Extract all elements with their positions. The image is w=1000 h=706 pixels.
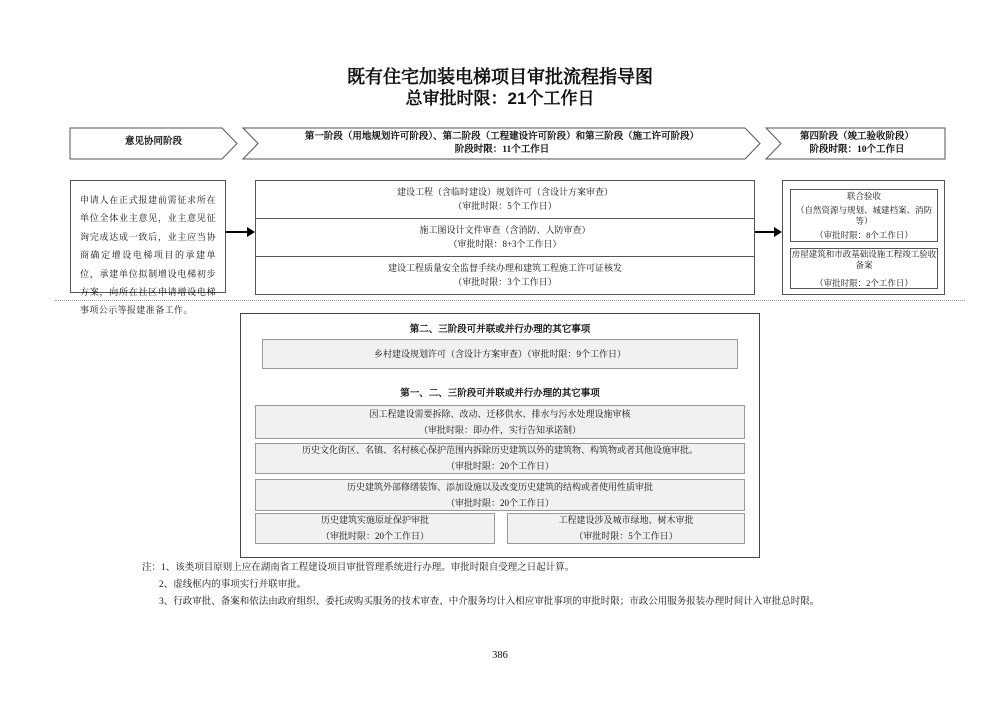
completion-filing-box — [790, 248, 938, 289]
item-title: 工程建设涉及城市绿地、树木审批 — [558, 515, 694, 525]
step-limit: （审批时限：5个工作日） — [453, 201, 557, 211]
title-line2: 总审批时限：21个工作日 — [405, 89, 595, 108]
stage-label: 第一阶段（用地规划许可阶段）、第二阶段（工程建设许可阶段）和第三阶段（施工许可阶段） — [304, 132, 700, 142]
title-line1: 既有住宅加装电梯项目审批流程指导图 — [347, 67, 653, 87]
stage-sublabel: 阶段时限：10个工作日 — [809, 145, 905, 155]
stage-label: 意见协同阶段 — [124, 137, 182, 147]
item-limit: （审批时限：20个工作日） — [445, 497, 554, 508]
item-limit: （审批时限：即办件，实行告知承诺制） — [418, 424, 581, 435]
page-number: 386 — [492, 650, 508, 661]
note-text: 1、该类项目原则上应在湖南省工程建设项目审批管理系统进行办理。审批时限自受理之日起计算。 — [161, 563, 575, 573]
acceptance-stage-box — [782, 180, 945, 295]
historic-building-renovation-box — [255, 479, 745, 511]
historic-district-demolition-box — [255, 443, 745, 474]
acceptance-limit: （审批时限：2个工作日） — [815, 277, 913, 288]
step-title: 建设工程质量安全监督手续办理和建筑工程施工许可证核发 — [387, 263, 622, 273]
item-limit: （审批时限：5个工作日） — [574, 531, 678, 541]
note-text: 3、行政审批、备案和依法由政府组织、委托或购买服务的技术审查、中介服务均计入相应审批事项的审批时限；市政公用服务报装办理时间计入审批总时限。 — [159, 597, 820, 607]
note-line-1 — [142, 562, 574, 575]
step-planning-permit — [256, 181, 754, 218]
item-text: 乡村建设规划许可（含设计方案审查）（审批时限：9个工作日） — [373, 348, 626, 359]
step-limit: （审批时限：3个工作日） — [453, 277, 557, 287]
item-title: 因工程建设需要拆除、改动、迁移供水、排水与污水处理设施审核 — [369, 408, 631, 419]
historic-building-onsite-protection-box — [255, 513, 495, 544]
item-limit: （审批时限：20个工作日） — [445, 461, 554, 471]
note-line-3 — [159, 596, 819, 609]
flow-arrow-icon — [226, 231, 247, 233]
step-construction-permit — [256, 256, 754, 294]
dotted-separator — [55, 300, 965, 301]
green-space-tree-approval-box — [507, 513, 745, 544]
main-steps-box — [255, 180, 755, 295]
stage-band-opinion — [70, 136, 237, 149]
step-title: 建设工程（含临时建设）规划许可（含设计方案审查） — [396, 187, 613, 197]
item-title: 历史文化街区、名镇、名村核心保护范围内拆除历史建筑以外的建筑物、构筑物或者其他设施审批。 — [301, 445, 698, 455]
note-prefix: 注： — [142, 563, 162, 573]
parallel-items-box — [240, 313, 760, 558]
note-text: 2、虚线框内的事项实行并联审批。 — [159, 580, 307, 590]
flow-arrow-icon — [755, 231, 774, 233]
rural-planning-permit-box — [262, 339, 738, 369]
acceptance-detail: （自然资源与规划、城建档案、消防等） — [795, 204, 932, 226]
note-line-2 — [159, 579, 306, 592]
page-title — [0, 66, 1000, 110]
acceptance-title: 房屋建筑和市政基础设施工程竣工验收备案 — [791, 248, 937, 270]
stage-label: 第四阶段（竣工验收阶段） — [799, 132, 914, 142]
preparation-note-box — [70, 180, 226, 316]
parallel-header-stage23: 第二、三阶段可并联或并行办理的其它事项 — [409, 325, 591, 335]
parallel-header-stage123: 第一、二、三阶段可并联或并行办理的其它事项 — [400, 389, 600, 399]
step-drawing-review — [256, 218, 754, 256]
preparation-note-text: 申请人在正式报建前需征求所在单位全体业主意见，业主意见征询完成达成一致后，业主应当协商确定增设电梯项目的承建单位，承建单位拟制增设电梯初步方案，向所在社区申请增设电梯事项公示等报建准备工作。 — [80, 195, 216, 316]
stage-sublabel: 阶段时限：11个工作日 — [454, 145, 550, 155]
acceptance-limit: （审批时限：8个工作日） — [815, 229, 913, 240]
water-facility-review-box — [255, 405, 745, 439]
stage-band-1-2-3 — [252, 131, 752, 157]
item-title: 历史建筑外部修缮装饰、添加设施以及改变历史建筑的结构或者使用性质审批 — [346, 481, 653, 492]
joint-acceptance-box — [790, 189, 938, 242]
step-title: 施工图设计文件审查（含消防、人防审查） — [419, 225, 591, 235]
acceptance-title: 联合验收 — [846, 190, 881, 201]
item-limit: （审批时限：20个工作日） — [320, 531, 429, 541]
stage-band-4 — [772, 131, 942, 157]
step-limit: （审批时限：8+3个工作日） — [448, 239, 562, 249]
item-title: 历史建筑实施原址保护审批 — [320, 515, 429, 525]
